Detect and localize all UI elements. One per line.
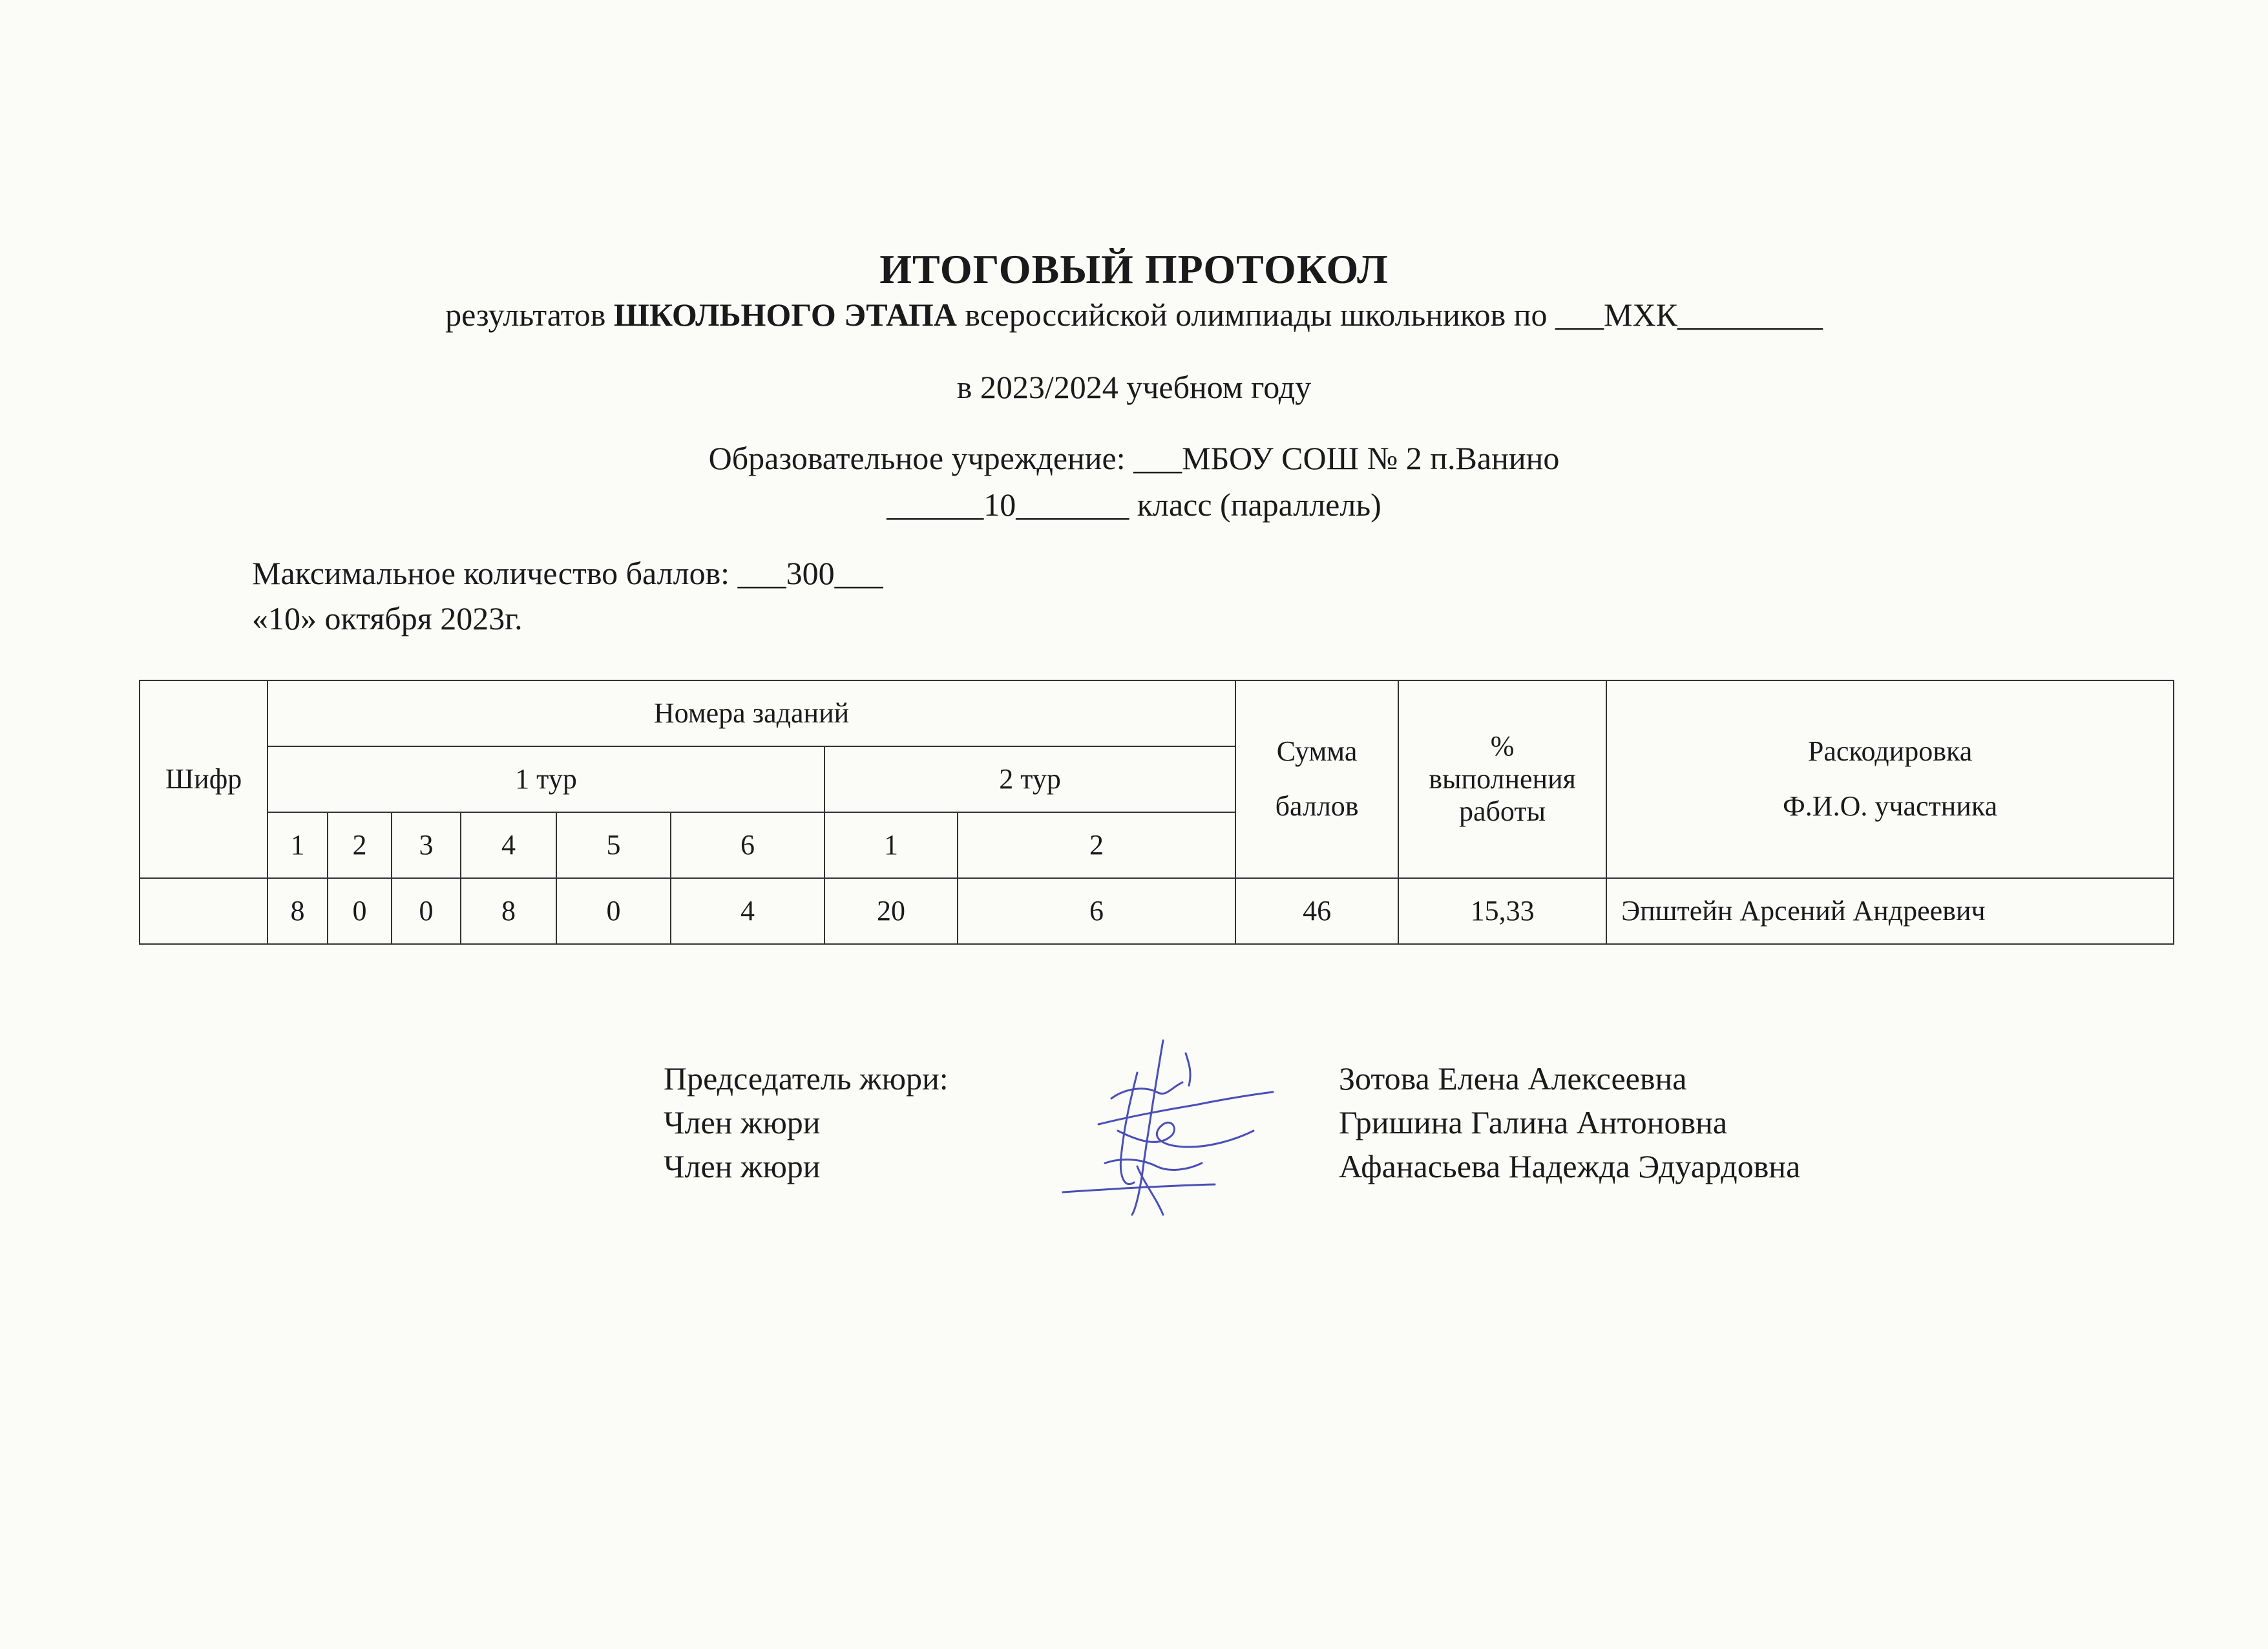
jury-member-label: Член жюри [664,1104,821,1140]
header-percent-line1: % [1490,730,1515,762]
header-decode-line1: Раскодировка [1807,735,1973,768]
jury-chair-name: Зотова Елена Алексеевна [1339,1060,1687,1097]
header-round-1: 1 тур [268,746,824,812]
cell-score-r1: 8 [268,878,328,944]
header-round-2: 2 тур [824,746,1235,812]
header-cipher: Шифр [140,680,268,878]
protocol-date: «10» октября 2023г. [252,600,523,636]
cell-score-r1: 0 [392,878,461,944]
table-row [140,878,2174,944]
header-sum-line2: баллов [1275,790,1359,822]
cell-sum: 46 [1235,878,1398,944]
task-number-r2: 1 [824,812,958,878]
cell-score-r1: 0 [556,878,671,944]
jury-member-label: Член жюри [664,1148,821,1184]
task-number-r1: 5 [556,812,671,878]
header-sum [1235,680,1398,878]
task-number-r1: 2 [328,812,392,878]
grade-line: ______10_______ класс (параллель) [887,487,1381,523]
cell-percent: 15,33 [1398,878,1606,944]
document-title: ИТОГОВЫЙ ПРОТОКОЛ [879,246,1389,292]
jury-member-name: Гришина Галина Антоновна [1339,1104,1728,1140]
jury-chair-label: Председатель жюри: [664,1060,949,1097]
academic-year: в 2023/2024 учебном году [956,369,1312,405]
school-name: Образовательное учреждение: ___МБОУ СОШ № 2 п.Ванино [708,440,1560,476]
header-percent-line2: выполнения [1429,762,1576,795]
header-task-numbers: Номера заданий [268,680,1235,746]
cell-cipher [140,878,268,944]
results-table [139,680,2174,945]
task-number-r1: 1 [268,812,328,878]
task-number-r1: 4 [461,812,556,878]
header-percent-line3: работы [1458,795,1546,828]
cell-score-r1: 0 [328,878,392,944]
header-row-1 [140,680,2174,746]
subtitle-subject: всероссийской олимпиады школьников по ___МХК_________ [956,297,1823,333]
header-sum-line1: Сумма [1276,735,1358,768]
task-number-r1: 6 [671,812,824,878]
document-subtitle [0,296,2268,333]
task-number-r2: 2 [958,812,1235,878]
header-decode [1606,680,2174,878]
cell-score-r1: 4 [671,878,824,944]
header-percent [1398,680,1606,878]
task-number-r1: 3 [392,812,461,878]
cell-score-r1: 8 [461,878,556,944]
cell-score-r2: 6 [958,878,1235,944]
subtitle-stage: ШКОЛЬНОГО ЭТАПА [613,297,957,333]
jury-member-name: Афанасьева Надежда Эдуардовна [1339,1148,1801,1184]
handwritten-signature [1060,1027,1279,1221]
max-score: Максимальное количество баллов: ___300___ [252,555,883,591]
cell-score-r2: 20 [824,878,958,944]
cell-participant-name: Эпштейн Арсений Андреевич [1606,878,2174,944]
header-decode-line2: Ф.И.О. участника [1783,790,1998,822]
subtitle-prefix: результатов [445,297,614,333]
